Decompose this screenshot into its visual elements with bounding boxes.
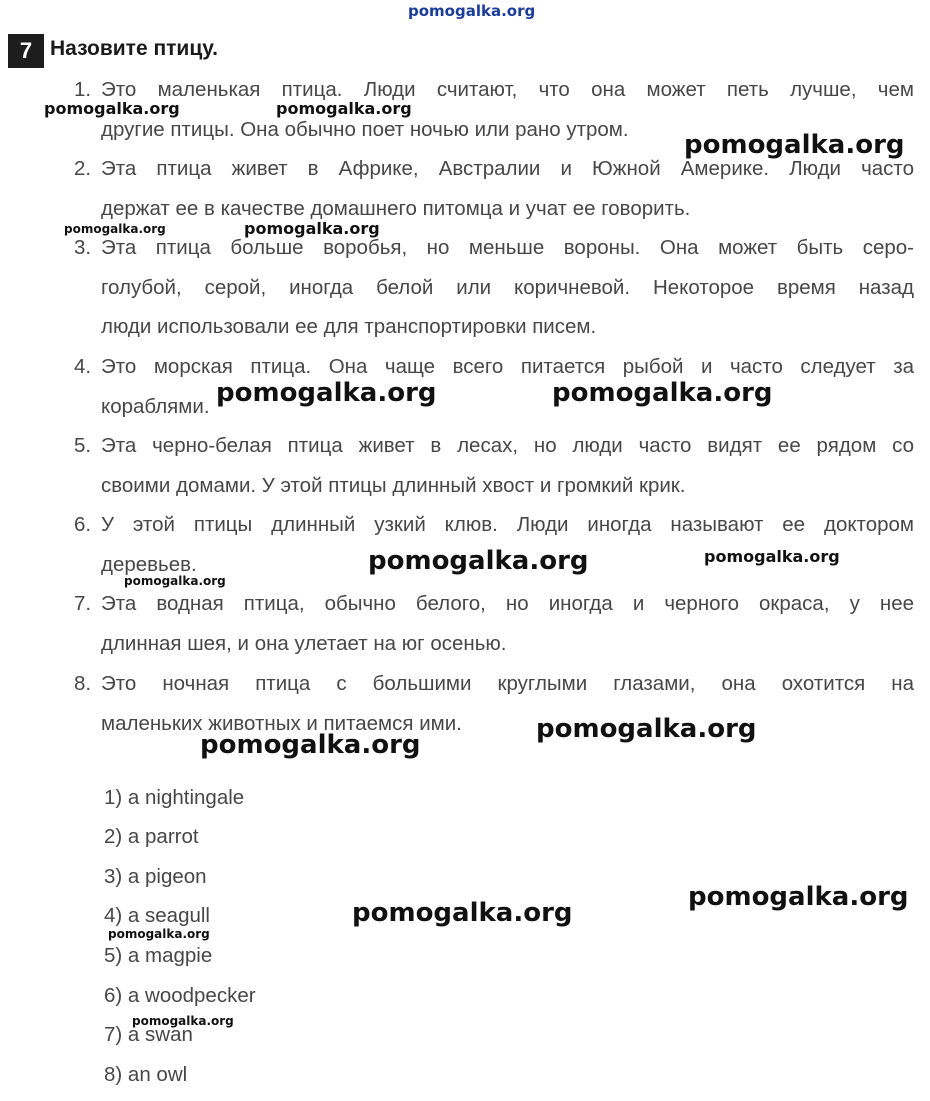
item-text-line: Это маленькая птица. Люди считают, что она может петь лучше, чем — [101, 78, 914, 101]
item-text-line: Эта птица живет в Африке, Австралии и Южной Америке. Люди часто — [101, 157, 914, 180]
list-item-4 — [74, 347, 914, 426]
item-number: 7. — [74, 592, 92, 615]
item-text-line: кораблями. — [101, 394, 210, 418]
item-text-line: У этой птицы длинный узкий клюв. Люди иногда называют ее доктором — [101, 513, 914, 536]
item-text-line: держат ее в качестве домашнего питомца и учат ее говорить. — [101, 196, 691, 220]
item-text-line: Это ночная птица с большими круглыми глазами, она охотится на — [101, 672, 914, 695]
watermark: pomogalka.org — [132, 1014, 234, 1028]
item-number: 2. — [74, 157, 92, 180]
watermark: pomogalka.org — [124, 574, 226, 588]
list-item-5 — [74, 426, 914, 505]
watermark: pomogalka.org — [276, 99, 412, 118]
option-parrot: 2) a parrot — [104, 825, 199, 848]
watermark: pomogalka.org — [44, 99, 180, 118]
item-text-line: своими домами. У этой птицы длинный хвост и громкий крик. — [101, 473, 686, 497]
option-swan: 7) a swan — [104, 1023, 193, 1046]
option-seagull: 4) a seagull — [104, 904, 210, 927]
item-text-line: длинная шея, и она улетает на юг осенью. — [101, 631, 507, 655]
watermark: pomogalka.org — [688, 882, 909, 912]
option-magpie: 5) a magpie — [104, 944, 213, 967]
watermark: pomogalka.org — [552, 378, 773, 408]
list-item-2 — [74, 149, 914, 228]
item-text-line: Эта черно-белая птица живет в лесах, но люди часто видят ее рядом со — [101, 434, 914, 457]
option-woodpecker: 6) a woodpecker — [104, 984, 256, 1007]
list-item-3 — [74, 228, 914, 347]
item-number: 8. — [74, 672, 92, 695]
watermark: pomogalka.org — [108, 927, 210, 941]
watermark: pomogalka.org — [216, 378, 437, 408]
item-number: 3. — [74, 236, 92, 259]
option-pigeon: 3) a pigeon — [104, 865, 207, 888]
watermark: pomogalka.org — [704, 547, 840, 566]
option-owl: 8) an owl — [104, 1063, 188, 1086]
item-text-line: Эта водная птица, обычно белого, но иногда и черного окраса, у нее — [101, 592, 914, 615]
option-nightingale: 1) a nightingale — [104, 786, 245, 809]
item-text-line: маленьких животных и питаемся ими. — [101, 711, 462, 735]
site-header-watermark: pomogalka.org — [408, 2, 536, 20]
watermark: pomogalka.org — [684, 130, 905, 160]
watermark: pomogalka.org — [244, 219, 380, 238]
watermark: pomogalka.org — [352, 898, 573, 928]
watermark: pomogalka.org — [200, 730, 421, 760]
list-item-7 — [74, 584, 914, 663]
watermark: pomogalka.org — [536, 714, 757, 744]
item-number: 4. — [74, 355, 92, 378]
item-text-line: голубой, серой, иногда белой или коричневой. Некоторое время назад — [101, 275, 914, 299]
exercise-number-badge: 7 — [8, 34, 44, 68]
item-text-line: люди использовали ее для транспортировки писем. — [101, 315, 597, 338]
item-text-line: деревьев. — [101, 552, 197, 576]
watermark: pomogalka.org — [368, 546, 589, 576]
exercise-title: Назовите птицу. — [50, 37, 218, 60]
item-text-line: Эта птица больше воробья, но меньше вороны. Она может быть серо- — [101, 236, 914, 259]
item-text-line: Это морская птица. Она чаще всего питается рыбой и часто следует за — [101, 355, 914, 378]
item-text-line: другие птицы. Она обычно поет ночью или рано утром. — [101, 117, 629, 141]
item-number: 1. — [74, 78, 92, 101]
item-number: 6. — [74, 513, 92, 536]
watermark: pomogalka.org — [64, 222, 166, 236]
item-number: 5. — [74, 434, 92, 457]
